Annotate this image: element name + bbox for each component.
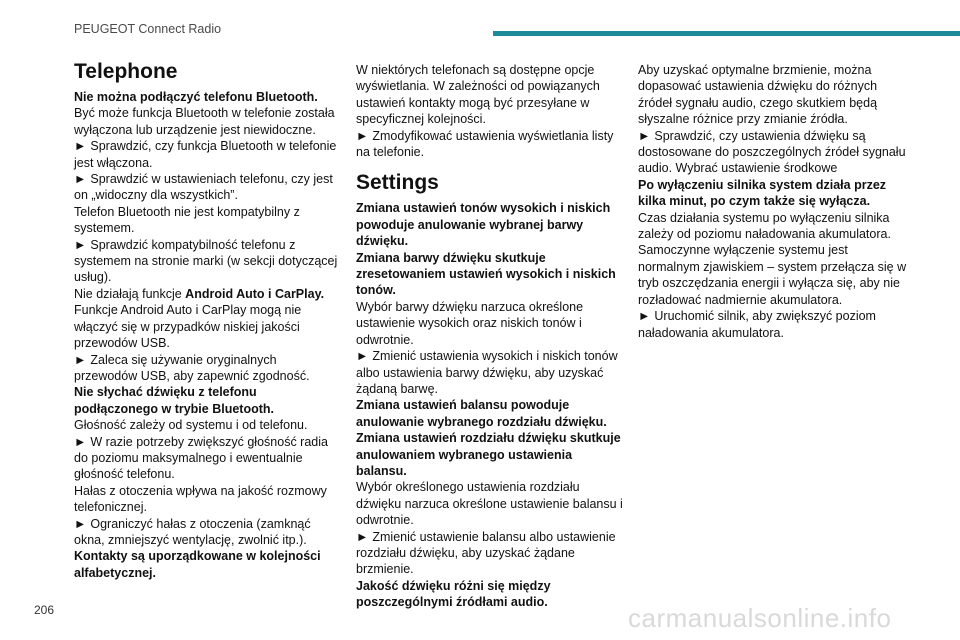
arrow-right-icon: ► — [74, 516, 87, 531]
paragraph: W niektórych telefonach są dostępne opcje wyświetlania. W zależności od powiązanych ustawień kontakty mogą być przesyłane w specyficznej kolejności. — [356, 63, 600, 127]
arrow-right-icon: ► — [74, 172, 87, 187]
subheading: Zmiana ustawień balansu powoduje anulowanie wybranego rozdziału dźwięku. — [356, 398, 607, 429]
arrow-right-icon: ► — [74, 139, 87, 154]
arrow-right-icon: ► — [638, 128, 651, 143]
header-accent-bar — [493, 31, 960, 36]
subheading: Nie słychać dźwięku z telefonu podłączonego w trybie Bluetooth. — [74, 385, 274, 416]
paragraph: Funkcje Android Auto i CarPlay mogą nie włączyć się w przypadków niskiej jakości przewodów USB. — [74, 303, 302, 351]
instruction-step: ► W razie potrzeby zwiększyć głośność radia do poziomu maksymalnego i ewentualnie głośność telefonu. — [74, 434, 328, 482]
arrow-right-icon: ► — [74, 352, 87, 367]
arrow-right-icon: ► — [356, 529, 369, 544]
paragraph: Wybór określonego ustawienia rozdziału dźwięku narzuca określone ustawienie balansu i odwrotnie. — [356, 480, 623, 528]
paragraph: Nie działają funkcje Android Auto i CarPlay. — [74, 286, 325, 301]
subheading: Zmiana ustawień tonów wysokich i niskich powoduje anulowanie wybranej barwy dźwięku. — [356, 201, 611, 249]
arrow-right-icon: ► — [356, 349, 369, 364]
paragraph: Wybór barwy dźwięku narzuca określone ustawienie wysokich oraz niskich tonów i odwrotnie. — [356, 299, 584, 347]
instruction-step: ► Sprawdzić w ustawieniach telefonu, czy jest on „widoczny dla wszystkich”. — [74, 172, 333, 203]
instruction-step: ► Zmienić ustawienia wysokich i niskich tonów albo ustawienia barwy dźwięku, aby uzyskać żądaną barwę. — [356, 349, 618, 396]
subheading: Po wyłączeniu silnika system działa przez kilka minut, po czym także się wyłącza. — [638, 177, 887, 209]
subheading: Jakość dźwięku różni się między poszczególnymi źródłami audio. — [356, 578, 551, 610]
column-1 — [74, 59, 342, 581]
paragraph: Telefon Bluetooth nie jest kompatybilny z systemem. — [74, 204, 300, 236]
header-title: PEUGEOT Connect Radio — [74, 22, 222, 36]
col2-intro — [356, 62, 624, 160]
instruction-step: ► Uruchomić silnik, aby zwiększyć poziom naładowania akumulatora. — [638, 309, 876, 340]
instruction-step: ► Sprawdzić, czy ustawienia dźwięku są dostosowane do poszczególnych źródeł sygnału audio. Wybrać ustawienie środkowe — [638, 128, 906, 176]
col2-body — [356, 200, 624, 610]
arrow-right-icon: ► — [638, 309, 651, 324]
arrow-right-icon: ► — [356, 128, 369, 143]
section-heading-settings: Settings — [356, 171, 439, 195]
paragraph: Hałas z otoczenia wpływa na jakość rozmowy telefonicznej. — [74, 483, 327, 515]
subheading: Zmiana ustawień rozdziału dźwięku skutkuje anulowaniem wybranego ustawienia balansu. — [356, 431, 621, 478]
subheading: Kontakty są uporządkowane w kolejności alfabetycznej. — [74, 549, 321, 580]
column-2 — [356, 62, 624, 611]
paragraph: Być może funkcja Bluetooth w telefonie została wyłączona lub urządzenie jest niewidoczne. — [74, 106, 335, 137]
arrow-right-icon: ► — [74, 237, 87, 252]
column-3 — [638, 62, 913, 341]
instruction-step: ► Sprawdzić, czy funkcja Bluetooth w telefonie jest włączona. — [74, 139, 337, 170]
instruction-step: ► Zmienić ustawienie balansu albo ustawienie rozdziału dźwięku, aby uzyskać żądane brzmienie. — [356, 529, 616, 577]
paragraph: Samoczynne wyłączenie systemu jest normalnym zjawiskiem – system przełącza się w tryb oszczędzania energii i wyłącza się, aby nie rozładować nadmiernie akumulatora. — [638, 243, 907, 307]
section-heading-telephone: Telephone — [74, 60, 178, 83]
instruction-step: ► Zaleca się używanie oryginalnych przewodów USB, aby zapewnić zgodność. — [74, 352, 310, 383]
watermark: carmanualsonline.info — [628, 603, 892, 633]
col3-body — [638, 62, 913, 341]
col1-body — [74, 89, 342, 581]
arrow-right-icon: ► — [74, 434, 87, 449]
subheading: Nie można podłączyć telefonu Bluetooth. — [74, 90, 318, 104]
instruction-step: ► Zmodyfikować ustawienia wyświetlania listy na telefonie. — [356, 128, 614, 160]
page-number: 206 — [34, 603, 55, 617]
instruction-step: ► Ograniczyć hałas z otoczenia (zamknąć okna, zmniejszyć wentylację, zwolnić itp.). — [74, 516, 311, 547]
paragraph: Głośność zależy od systemu i od telefonu. — [74, 418, 308, 433]
paragraph: Aby uzyskać optymalne brzmienie, można dopasować ustawienia dźwięku do różnych źródeł sygnału audio, czego skutkiem będą słyszalne różnice przy zmianie źródła. — [638, 63, 878, 127]
paragraph: Czas działania systemu po wyłączeniu silnika zależy od poziomu naładowania akumulatora. — [638, 210, 891, 242]
subheading: Zmiana barwy dźwięku skutkuje zresetowaniem ustawień wysokich i niskich tonów. — [356, 250, 616, 298]
instruction-step: ► Sprawdzić kompatybilność telefonu z systemem na stronie marki (w sekcji dotyczącej usług). — [74, 237, 338, 285]
